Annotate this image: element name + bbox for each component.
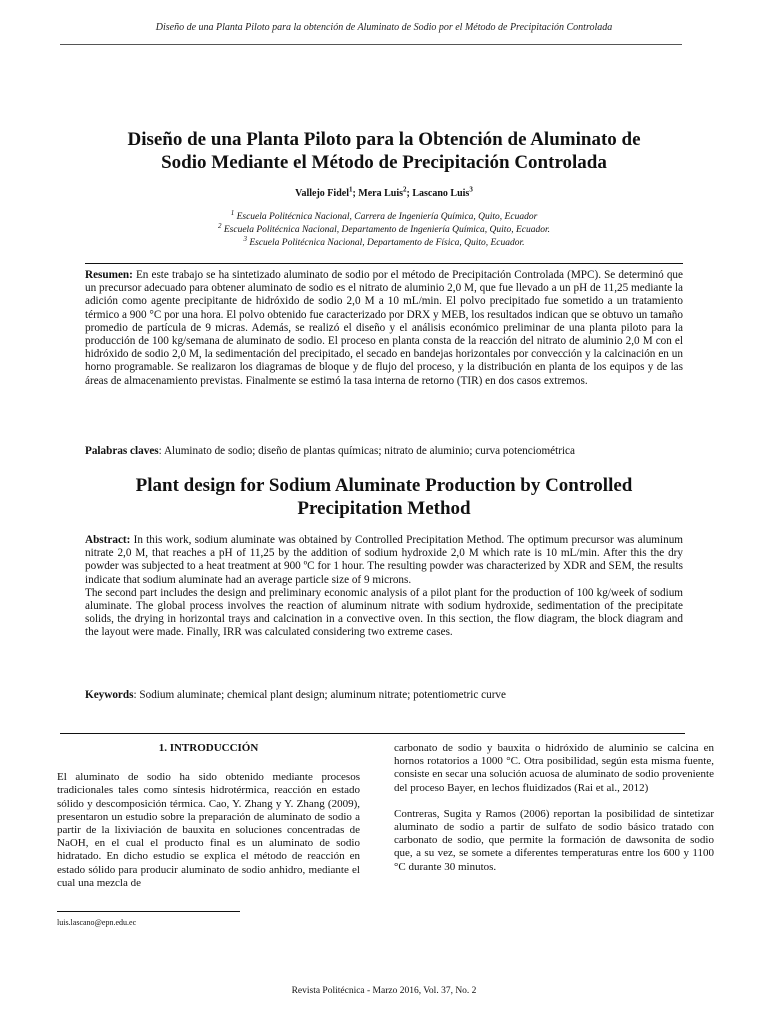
abstract-label: Abstract: [85,534,131,546]
english-title-line-1: Plant design for Sodium Aluminate Production by Controlled [135,475,633,496]
keywords [85,689,683,702]
author-3-sup: 3 [469,185,473,194]
intro-paragraph-2: carbonato de sodio y bauxita o hidróxido de aluminio se calcina en hornos rotatorios a 1000 °C. Otra posibilidad, según esta misma fuente, consiste en secar una solución acuosa de aluminato de sodio proveniente del proceso Bayer, en lechos fluidizados (Rai et al., 2012) [394,742,714,794]
affiliation-1-text: Escuela Politécnica Nacional, Carrera de Ingeniería Química, Quito, Ecuador [234,212,538,222]
palabras-label: Palabras claves [85,445,159,457]
footnote-divider [57,911,240,912]
keywords-label: Keywords [85,689,134,701]
resumen [85,269,683,388]
english-title [85,474,683,520]
palabras-claves [85,445,683,458]
affiliation-3-text: Escuela Politécnica Nacional, Departamento de Física, Quito, Ecuador. [246,238,525,248]
author-3: ; Lascano Luis [406,188,470,199]
abstract-bottom-divider [60,733,685,734]
affiliation-3 [0,234,768,250]
abstract-text-1: In this work, sodium aluminate was obtained by Controlled Precipitation Method. The optimum precursor was aluminum nitrate 2,0 M, that reaches a pH of 11,25 by the addition of sodium hydroxide 2,0 M which rate is 10 mL/min. After this the dry powder was subjected to a heat treatment at 900 ºC for 1 hour. The resulting powder was characterized by XDR and SEM, the results indicate that sodium aluminate had an average particle size of 9 microns. [85,534,683,586]
spanish-title [80,128,688,174]
spanish-title-line-1: Diseño de una Planta Piloto para la Obtención de Aluminato de [127,129,641,150]
right-column [394,742,714,887]
affiliation-1 [0,208,768,224]
intro-paragraph-3: Contreras, Sugita y Ramos (2006) reportan la posibilidad de sintetizar aluminato de sodio a partir de sulfato de sodio básico tratado con carbonato de sodio, que permite la formación de dawsonita de sodio que, a su vez, se somete a diferentes temperaturas entre los 600 y 1100 °C durante 30 minutos. [394,807,714,873]
running-header: Diseño de una Planta Piloto para la obtención de Aluminato de Sodio por el Método de Precipitación Controlada [155,22,613,33]
affiliation-2-text: Escuela Politécnica Nacional, Departamento de Ingeniería Química, Quito, Ecuador. [221,225,550,235]
spanish-title-line-2: Sodio Mediante el Método de Precipitación Controlada [161,152,607,173]
authors [0,185,768,199]
affiliation-2-sup: 2 [218,221,222,230]
author-1-sup: 1 [348,185,353,194]
affiliation-3-sup: 3 [243,234,247,243]
resumen-text: En este trabajo se ha sintetizado aluminato de sodio por el método de Precipitación Controlada (MPC). Se determinó que un precursor adecuado para obtener aluminato de sodio es el nitrato de aluminio 2,0 M, que fue llevado a un pH de 11,25 mediante la adición como agente precipitante de hidróxido de sodio 2,0 M a 10 mL/min. El polvo precipitado fue sometido a un tratamiento térmico a 900 °C por una hora. El polvo obtenido fue caracterizado por DRX y MEB, los resultados indican que se obtuvo un tamaño promedio de partícula de 9 micras. Además, se realizó el diseño y el análisis económico preliminar de una planta piloto para la producción de 100 kg/semana de aluminato de sodio. El proceso en planta consta de la reacción del nitrato de aluminio 2,0 M con el hidróxido de sodio 2,0 M, la sedimentación del precipitado, el secado en bandejas horizontales por convección y la calcinación en un horno programable. Se realizaron los diagramas de bloque y de flujo del proceso, y la distribución en planta de los equipos y de las áreas de almacenamiento previstas. Finalmente se estimó la tasa interna de retorno (TIR) en dos casos extremos. [85,269,683,387]
affiliation-2 [0,221,768,237]
intro-paragraph-1: El aluminato de sodio ha sido obtenido mediante procesos tradicionales tales como síntesis hidrotérmica, reacción en estado sólido y descomposición térmica. Cao, Y. Zhang y Y. Zhang (2009), presentaron un estudio sobre la preparación de aluminato de sodio a partir de la lixiviación de bauxita en soluciones concentradas de NaOH, en el cual el producto final es un aluminato de sodio hidratado. En dicho estudio se explica el método de reacción en estado sólido para producir aluminato de sodio anhidro, mediante el cual una mezcla de [57,771,360,889]
affiliations [0,208,768,250]
author-2: ; Mera Luis [352,188,404,199]
section-heading: 1. INTRODUCCIÓN [158,742,259,754]
footnote-email: luis.lascano@epn.edu.ec [57,918,137,927]
abstract-paragraph-1 [85,534,683,587]
abstract-paragraph-2: The second part includes the design and preliminary economic analysis of a pilot plant for the production of 100 kg/week of sodium aluminate. The global process involves the reaction of aluminum nitrate with sodium hydroxide, sedimentation of the precipitate solids, the drying in horizontal trays and calcination in a convective oven. In this section, the flow diagram, the block diagram and the layout were made. Finally, IRR was calculated considering two extreme cases. [85,586,683,639]
abstract-top-divider [85,263,683,264]
affiliation-1-sup: 1 [230,208,235,217]
page-footer: Revista Politécnica - Marzo 2016, Vol. 37, No. 2 [291,986,477,996]
palabras-text: : Aluminato de sodio; diseño de plantas químicas; nitrato de aluminio; curva potenciométrica [158,445,575,457]
abstract [85,534,683,640]
author-2-sup: 2 [403,185,407,194]
author-1: Vallejo Fidel [295,188,349,199]
header-divider [60,44,682,45]
left-column [57,742,360,903]
resumen-label: Resumen: [85,269,133,281]
keywords-text: : Sodium aluminate; chemical plant design; aluminum nitrate; potentiometric curve [133,689,506,701]
english-title-line-2: Precipitation Method [297,498,471,519]
